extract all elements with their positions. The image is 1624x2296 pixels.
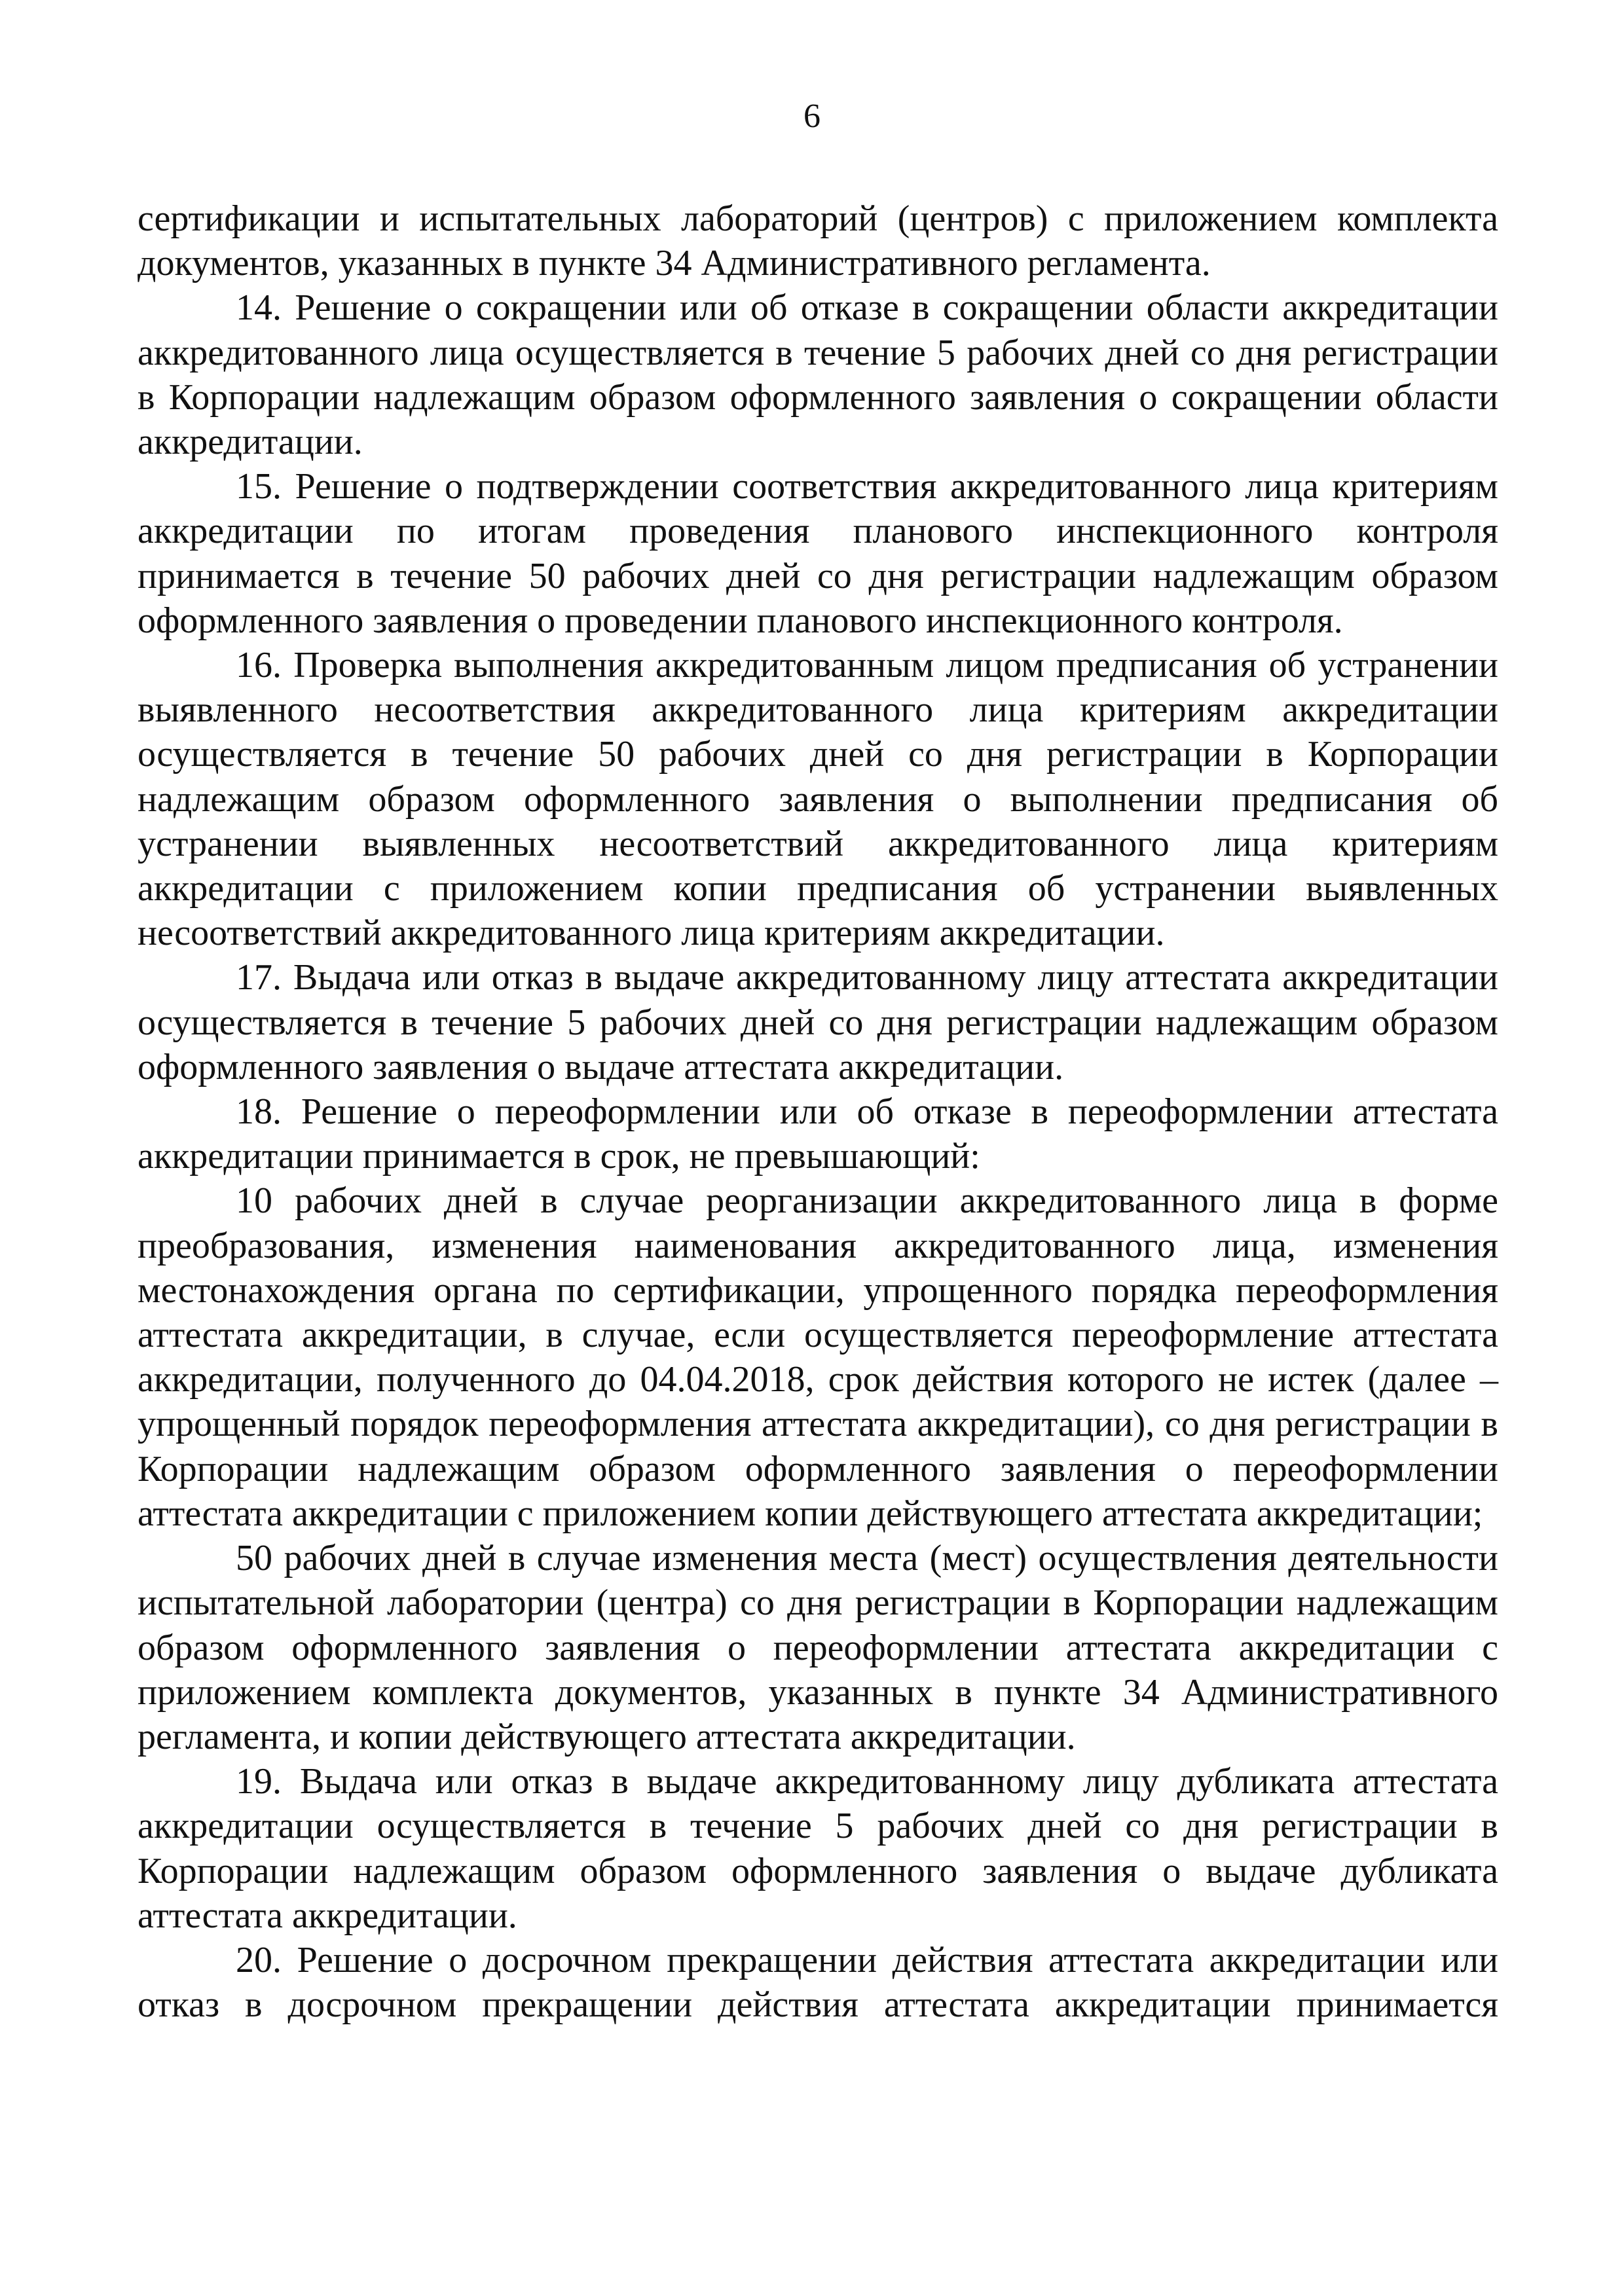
paragraph-16: 16. Проверка выполнения аккредитованным лицом предписания об устранении выявленного несоответствия аккредитованного лица критериям аккредитации осуществляется в течение 50 рабочих дней со дня регистрации в Корпорации надлежащим образом оформленного заявления о выполнении предписания об устранении выявленных несоответствий аккредитованного лица критериям аккредитации с приложением копии предписания об устранении выявленных несоответствий аккредитованного лица критериям аккредитации. [138, 645, 1498, 954]
paragraph-20: 20. Решение о досрочном прекращении действия аттестата аккредитации или отказ в досрочном прекращении действия аттестата аккредитации принимается [138, 1939, 1498, 2026]
document-body [138, 196, 1498, 2027]
page-number: 6 [803, 98, 821, 135]
paragraph-13-continuation: сертификации и испытательных лабораторий (центров) с приложением комплекта документов, указанных в пункте 34 Административного регламента. [138, 198, 1498, 284]
paragraph-18: 18. Решение о переоформлении или об отказе в переоформлении аттестата аккредитации принимается в срок, не превышающий: [138, 1091, 1498, 1177]
paragraph-18-subitem-10-days: 10 рабочих дней в случае реорганизации аккредитованного лица в форме преобразования, изменения наименования аккредитованного лица, изменения местонахождения органа по сертификации, упрощенного порядка переоформления аттестата аккредитации, в случае, если осуществляется переоформление аттестата аккредитации, полученного до 04.04.2018, срок действия которого не истек (далее – упрощенный порядок переоформления аттестата аккредитации), со дня регистрации в Корпорации надлежащим образом оформленного заявления о переоформлении аттестата аккредитации с приложением копии действующего аттестата аккредитации; [138, 1180, 1498, 1534]
paragraph-17: 17. Выдача или отказ в выдаче аккредитованному лицу аттестата аккредитации осуществляется в течение 5 рабочих дней со дня регистрации надлежащим образом оформленного заявления о выдаче аттестата аккредитации. [138, 957, 1498, 1087]
paragraph-14: 14. Решение о сокращении или об отказе в сокращении области аккредитации аккредитованного лица осуществляется в течение 5 рабочих дней со дня регистрации в Корпорации надлежащим образом оформленного заявления о сокращении области аккредитации. [138, 287, 1498, 463]
paragraph-19: 19. Выдача или отказ в выдаче аккредитованному лицу дубликата аттестата аккредитации осуществляется в течение 5 рабочих дней со дня регистрации в Корпорации надлежащим образом оформленного заявления о выдаче дубликата аттестата аккредитации. [138, 1761, 1498, 1936]
paragraph-15: 15. Решение о подтверждении соответствия аккредитованного лица критериям аккредитации по итогам проведения планового инспекционного контроля принимается в течение 50 рабочих дней со дня регистрации надлежащим образом оформленного заявления о проведении планового инспекционного контроля. [138, 466, 1498, 641]
paragraph-18-subitem-50-days: 50 рабочих дней в случае изменения места (мест) осуществления деятельности испытательной лаборатории (центра) со дня регистрации в Корпорации надлежащим образом оформленного заявления о переоформлении аттестата аккредитации с приложением комплекта документов, указанных в пункте 34 Административного регламента, и копии действующего аттестата аккредитации. [138, 1538, 1498, 1757]
